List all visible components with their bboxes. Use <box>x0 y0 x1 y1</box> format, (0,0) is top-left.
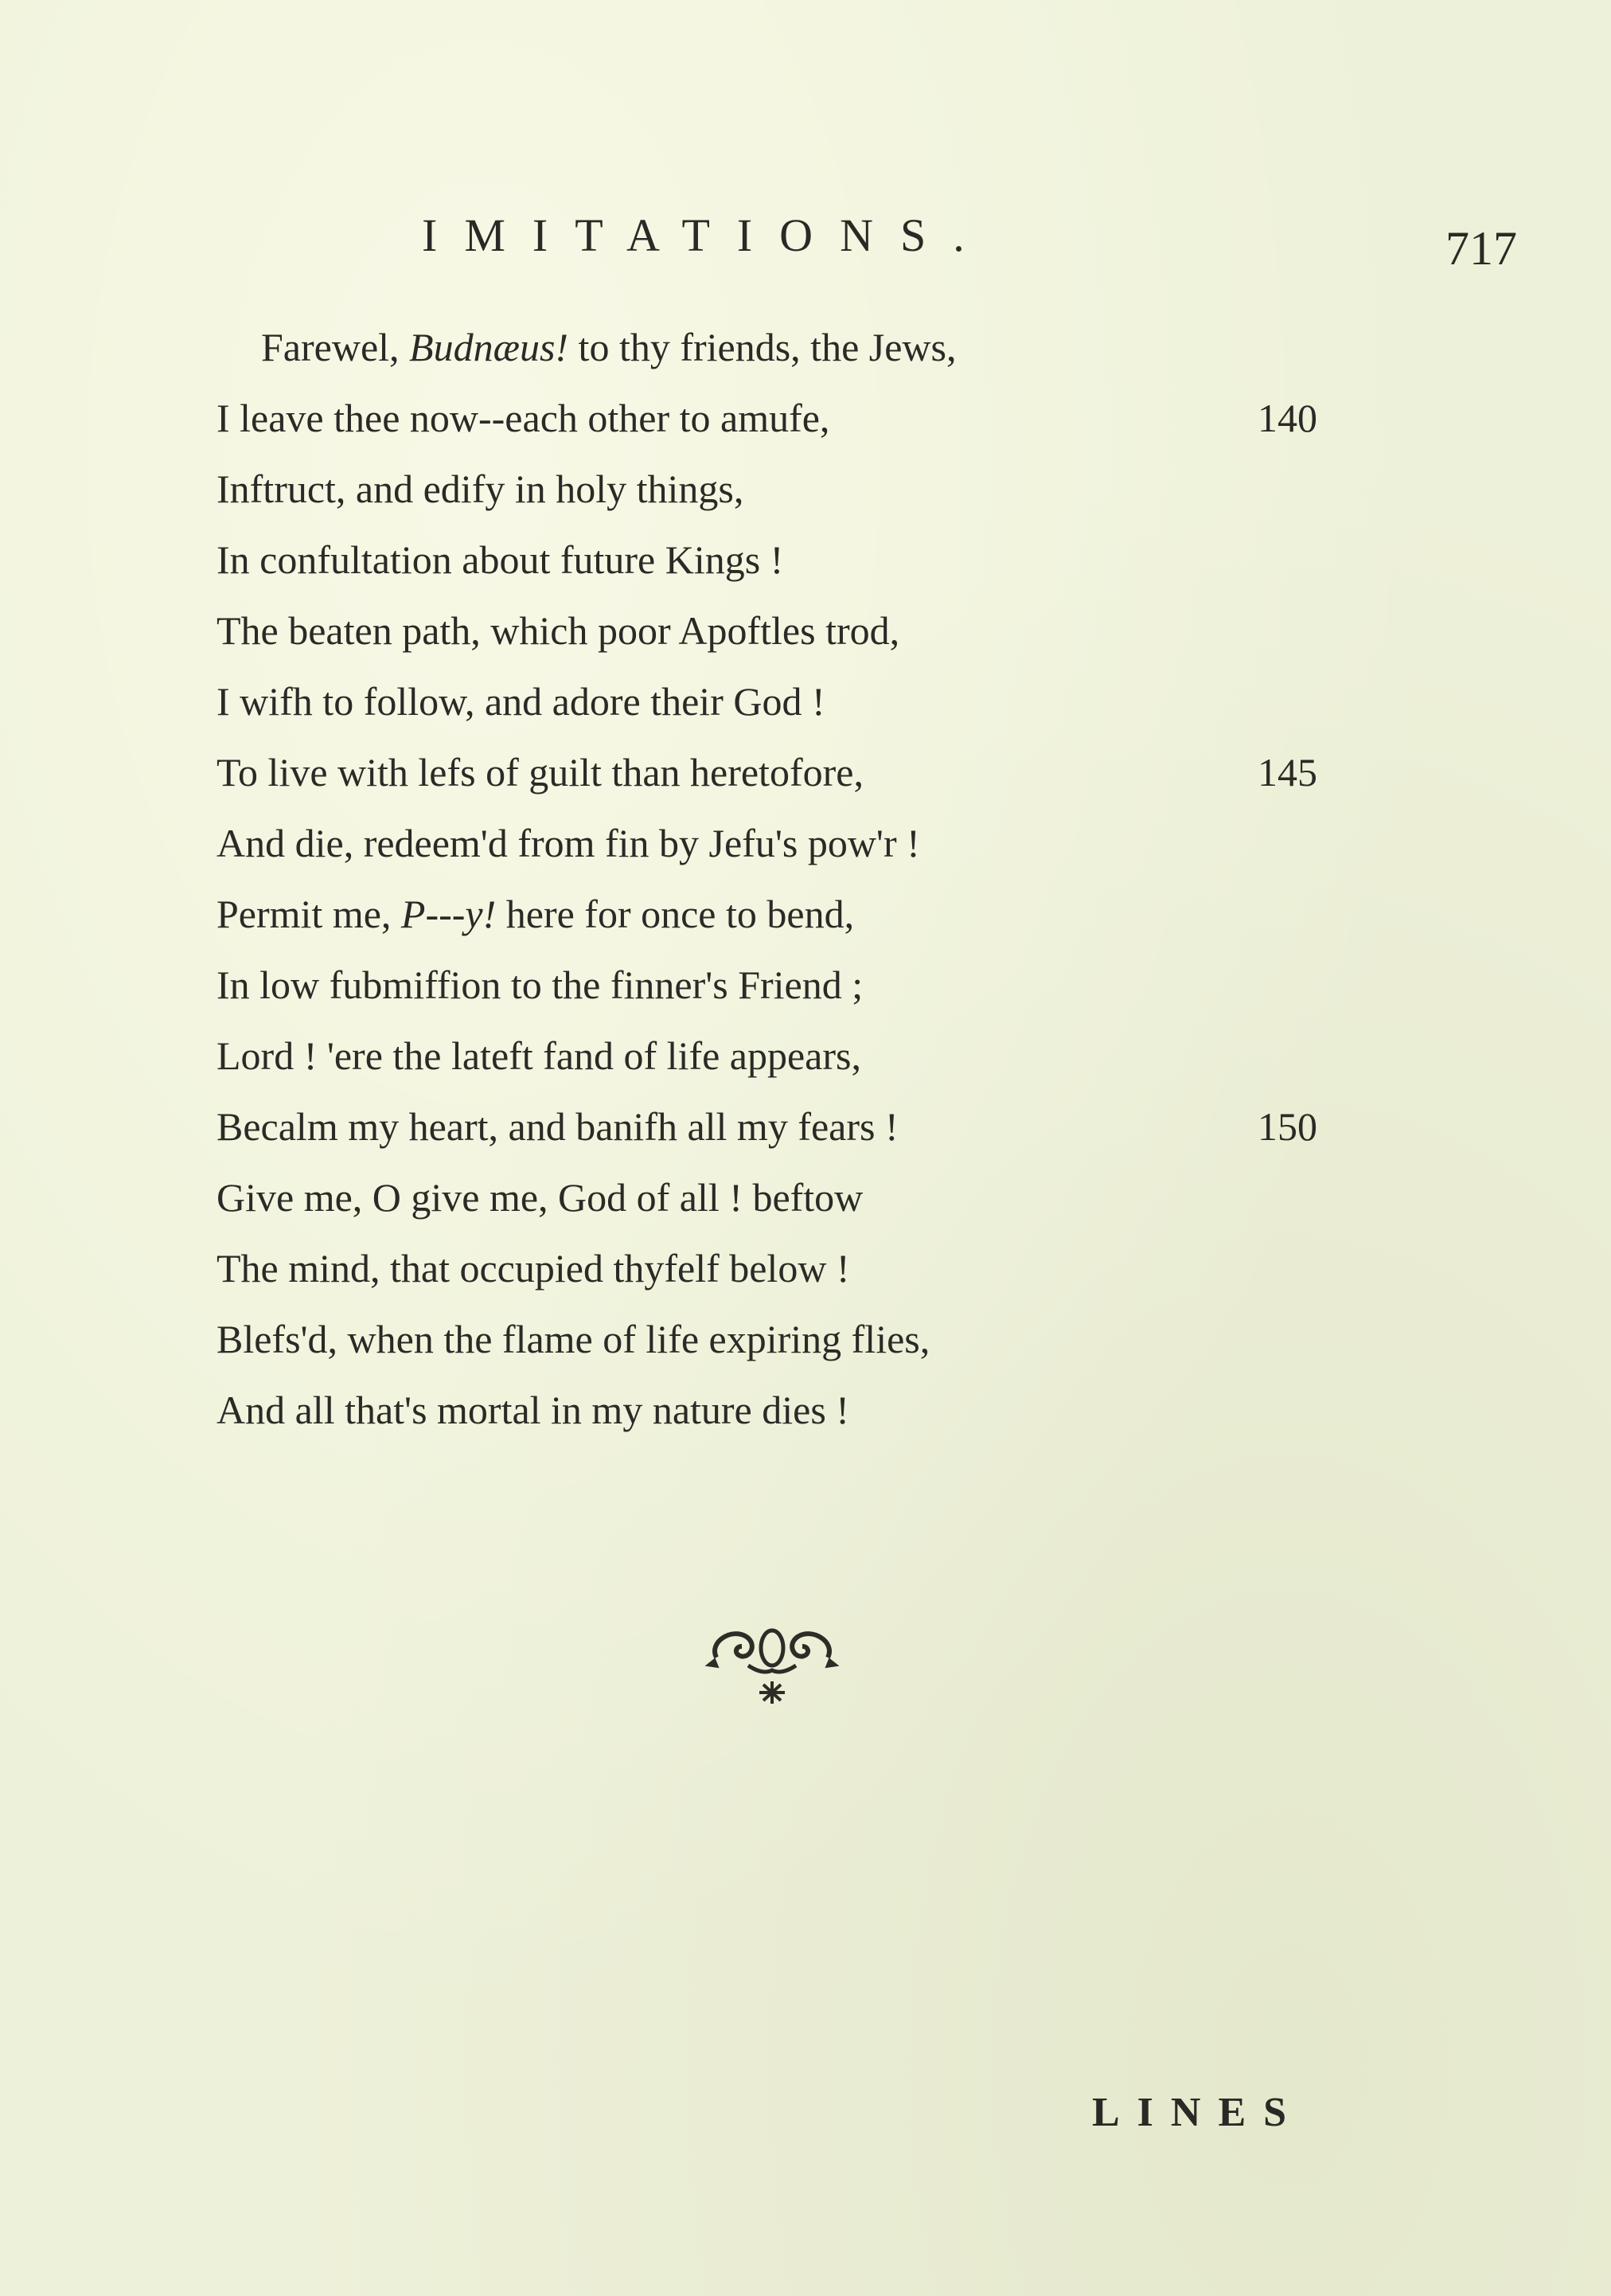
poem-line: Lord ! 'ere the lateft fand of life appears, <box>216 1033 861 1078</box>
poem-line: Blefs'd, when the flame of life expiring flies, <box>216 1317 930 1361</box>
poem-line: Inftruct, and edify in holy things, <box>216 467 744 511</box>
poem-line: In confultation about future Kings ! <box>216 537 784 582</box>
line-number: 145 <box>1258 750 1317 795</box>
catchword: LINES <box>1092 2090 1305 2135</box>
poem-line: And die, redeem'd from fin by Jefu's pow'r ! <box>216 821 920 865</box>
poem-line: I wifh to follow, and adore their God ! <box>216 679 825 724</box>
poem <box>216 312 1347 1446</box>
printers-flower-ornament-icon <box>700 1610 844 1713</box>
poem-line: In low fubmiffion to the finner's Friend ; <box>216 963 864 1007</box>
poem-line: Becalm my heart, and banifh all my fears ! 150 <box>216 1091 1347 1162</box>
poem-line: Permit me, P---y! here for once to bend, <box>216 892 855 936</box>
poem-line: Farewel, Budnæus! to thy friends, the Jews, <box>261 325 957 369</box>
line-number: 140 <box>1258 396 1317 440</box>
page-number: 717 <box>1445 222 1517 275</box>
poem-line: To live with lefs of guilt than heretofore, 145 <box>216 737 1347 808</box>
line-number: 150 <box>1258 1104 1317 1149</box>
poem-line: I leave thee now--each other to amufe, 140 <box>216 383 1347 454</box>
poem-line: The mind, that occupied thyfelf below ! <box>216 1246 850 1291</box>
poem-line: Give me, O give me, God of all ! beftow <box>216 1175 864 1220</box>
poem-line: The beaten path, which poor Apoftles trod, <box>216 608 900 653</box>
running-title: IMITATIONS. <box>422 209 992 261</box>
poem-line: And all that's mortal in my nature dies ! <box>216 1388 849 1432</box>
